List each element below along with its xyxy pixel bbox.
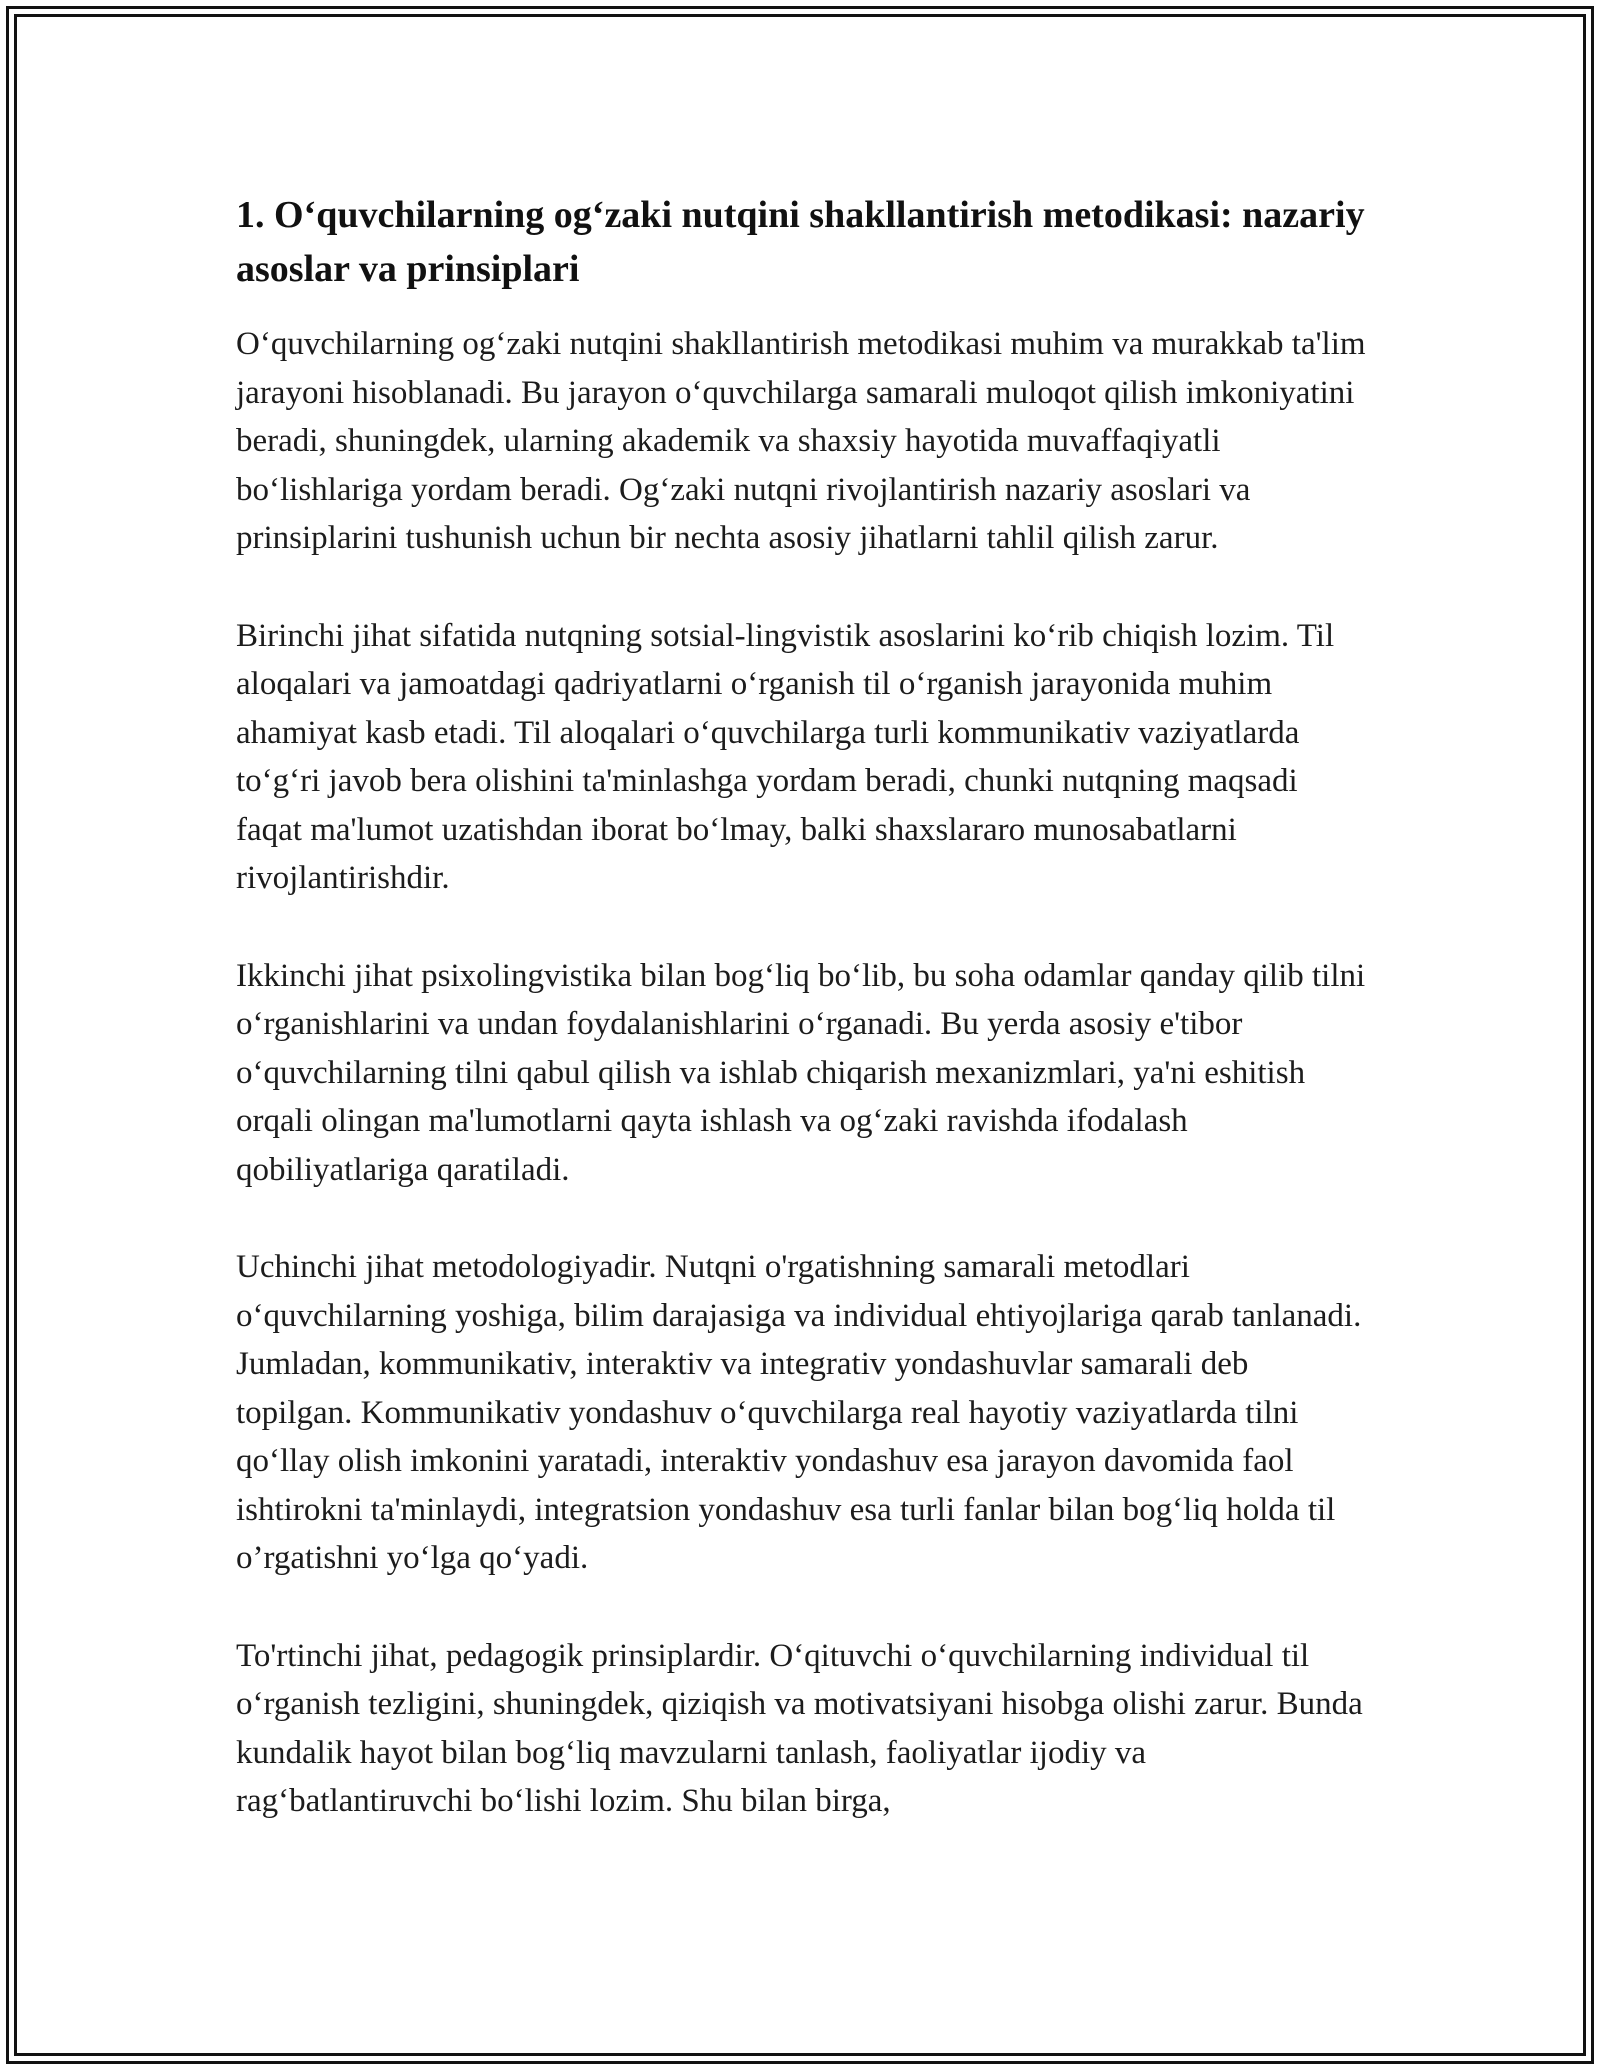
document-content [236,188,1366,1875]
paragraph-second-aspect: Ikkinchi jihat psixolingvistika bilan bog‘liq bo‘lib, bu soha odamlar qanday qilib tilni o‘rganishlarini va undan foydalanishlarini o‘rganadi. Bu yerda asosiy e'tibor o‘quvchilarning tilni qabul qilish va ishlab chiqarish mexanizmlari, ya'ni eshitish orqali olingan ma'lumotlarni qayta ishlash va og‘zaki ravishda ifodalash qobiliyatlariga qaratiladi. [236,957,1366,1188]
paragraph-intro: O‘quvchilarning og‘zaki nutqini shakllantirish metodikasi muhim va murakkab ta'lim jarayoni hisoblanadi. Bu jarayon o‘quvchilarga samarali muloqot qilish imkoniyatini beradi, shuningdek, ularning akademik va shaxsiy hayotida muvaffaqiyatli bo‘lishlariga yordam beradi. Og‘zaki nutqni rivojlantirish nazariy asoslari va prinsiplarini tushunish uchun bir nechta asosiy jihatlarni tahlil qilish zarur. [236,326,1366,556]
document-body [236,320,1366,1826]
paragraph-first-aspect: Birinchi jihat sifatida nutqning sotsial-lingvistik asoslarini ko‘rib chiqish lozim. Til aloqalari va jamoatdagi qadriyatlarni o‘rganish til o‘rganish jarayonida muhim ahamiyat kasb etadi. Til aloqalari o‘quvchilarga turli kommunikativ vaziyatlarda to‘g‘ri javob bera olishini ta'minlashga yordam beradi, chunki nutqning maqsadi faqat ma'lumot uzatishdan iborat bo‘lmay, balki shaxslararo munosabatlarni rivojlantirishdir. [236,617,1335,896]
section-heading: 1. O‘quvchilarning og‘zaki nutqini shakllantirish metodikasi: nazariy asoslar va prinsiplari [236,194,1365,290]
paragraph-fourth-aspect: To'rtinchi jihat, pedagogik prinsiplardir. O‘qituvchi o‘quvchilarning individual til o‘rganish tezligini, shuningdek, qiziqish va motivatsiyani hisobga olishi zarur. Bunda kundalik hayot bilan bog‘liq mavzularni tanlash, faoliyatlar ijodiy va rag‘batlantiruvchi bo‘lishi lozim. Shu bilan birga, [236,1637,1363,1819]
paragraph-third-aspect: Uchinchi jihat metodologiyadir. Nutqni o'rgatishning samarali metodlari o‘quvchilarning yoshiga, bilim darajasiga va individual ehtiyojlariga qarab tanlanadi. Jumladan, kommunikativ, interaktiv va integrativ yondashuvlar samarali deb topilgan. Kommunikativ yondashuv o‘quvchilarga real hayotiy vaziyatlarda tilni qo‘llay olish imkonini yaratadi, interaktiv yondashuv esa jarayon davomida faol ishtirokni ta'minlaydi, integratsion yondashuv esa turli fanlar bilan bog‘liq holda til o’rgatishni yo‘lga qo‘yadi. [236,1249,1362,1576]
